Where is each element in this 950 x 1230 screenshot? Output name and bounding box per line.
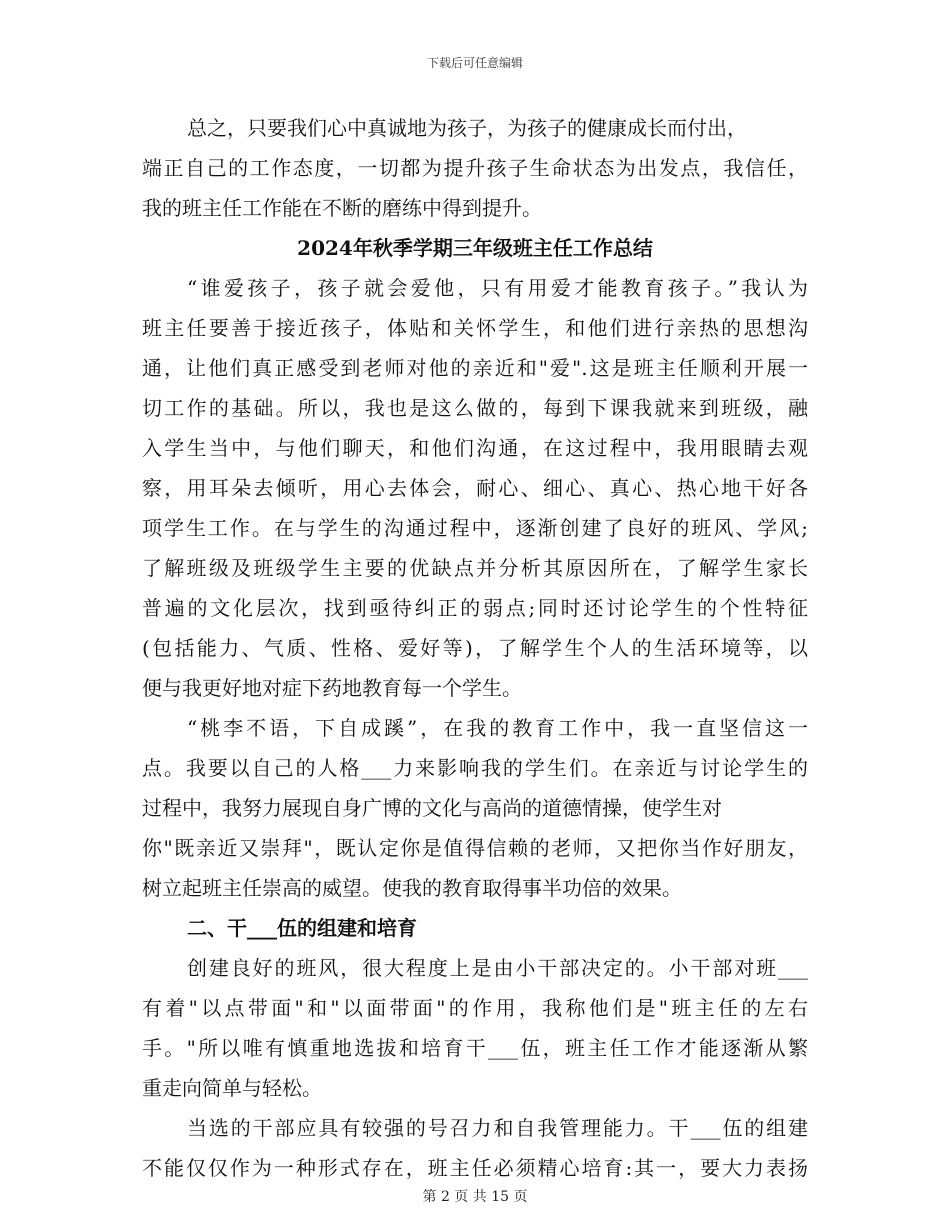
- text-line: “谁爱孩子，孩子就会爱他，只有用爱才能教育孩子。”我认为: [187, 276, 808, 300]
- text-line: 普遍的文化层次，找到亟待纠正的弱点;同时还讨论学生的个性特征: [142, 596, 808, 620]
- text-line: 手。"所以唯有慎重地选拔和培育干___伍，班主任工作才能逐渐从繁: [142, 1036, 808, 1060]
- text-line: 便与我更好地对症下药地教育每一个学生。: [142, 676, 522, 700]
- text-line: 察，用耳朵去倾听，用心去体会，耐心、细心、真心、热心地干好各: [142, 476, 808, 500]
- text-line: 不能仅仅作为一种形式存在，班主任必须精心培育:其一，要大力表扬: [142, 1156, 808, 1180]
- text-line: 我的班主任工作能在不断的磨练中得到提升。: [142, 196, 542, 220]
- text-line: 重走向简单与轻松。: [142, 1076, 322, 1100]
- document-body: [142, 108, 808, 1188]
- text-line: 当选的干部应具有较强的号召力和自我管理能力。干___伍的组建: [187, 1116, 808, 1140]
- text-line: 你"既亲近又崇拜"，既认定你是值得信赖的老师，又把你当作好朋友，: [142, 836, 808, 860]
- text-line: 有着"以点带面"和"以面带面"的作用，我称他们是"班主任的左右: [142, 996, 808, 1020]
- text-line: “桃李不语，下自成蹊”，在我的教育工作中，我一直坚信这一: [187, 716, 808, 740]
- text-line: 过程中，我努力展现自身广博的文化与高尚的道德情操，使学生对: [142, 796, 722, 820]
- text-line: 通，让他们真正感受到老师对他的亲近和"爱".这是班主任顺利开展一: [142, 356, 808, 380]
- text-line: 项学生工作。在与学生的沟通过程中，逐渐创建了良好的班风、学风;: [142, 516, 808, 540]
- text-line: (包括能力、气质、性格、爱好等)，了解学生个人的生活环境等，以: [142, 636, 808, 660]
- text-line: 点。我要以自己的人格___力来影响我的学生们。在亲近与讨论学生的: [142, 756, 808, 780]
- text-line: 端正自己的工作态度，一切都为提升孩子生命状态为出发点，我信任，: [142, 156, 808, 180]
- text-line: 入学生当中，与他们聊天，和他们沟通，在这过程中，我用眼睛去观: [142, 436, 808, 460]
- text-line: 切工作的基础。所以，我也是这么做的，每到下课我就来到班级，融: [142, 396, 808, 420]
- section-heading: 二、干___伍的组建和培育: [187, 916, 417, 940]
- document-title: 2024年秋季学期三年级班主任工作总结: [297, 236, 653, 260]
- text-line: 树立起班主任崇高的威望。使我的教育取得事半功倍的效果。: [142, 876, 682, 900]
- text-line: 创建良好的班风，很大程度上是由小干部决定的。小干部对班___: [187, 956, 808, 980]
- page-header: 下载后可任意编辑: [426, 56, 523, 70]
- page-footer: 第 2 页 共 15 页: [422, 1189, 528, 1205]
- text-line: 总之，只要我们心中真诚地为孩子，为孩子的健康成长而付出，: [187, 116, 747, 140]
- text-line: 了解班级及班级学生主要的优缺点并分析其原因所在，了解学生家长: [142, 556, 808, 580]
- text-line: 班主任要善于接近孩子，体贴和关怀学生，和他们进行亲热的思想沟: [142, 316, 808, 340]
